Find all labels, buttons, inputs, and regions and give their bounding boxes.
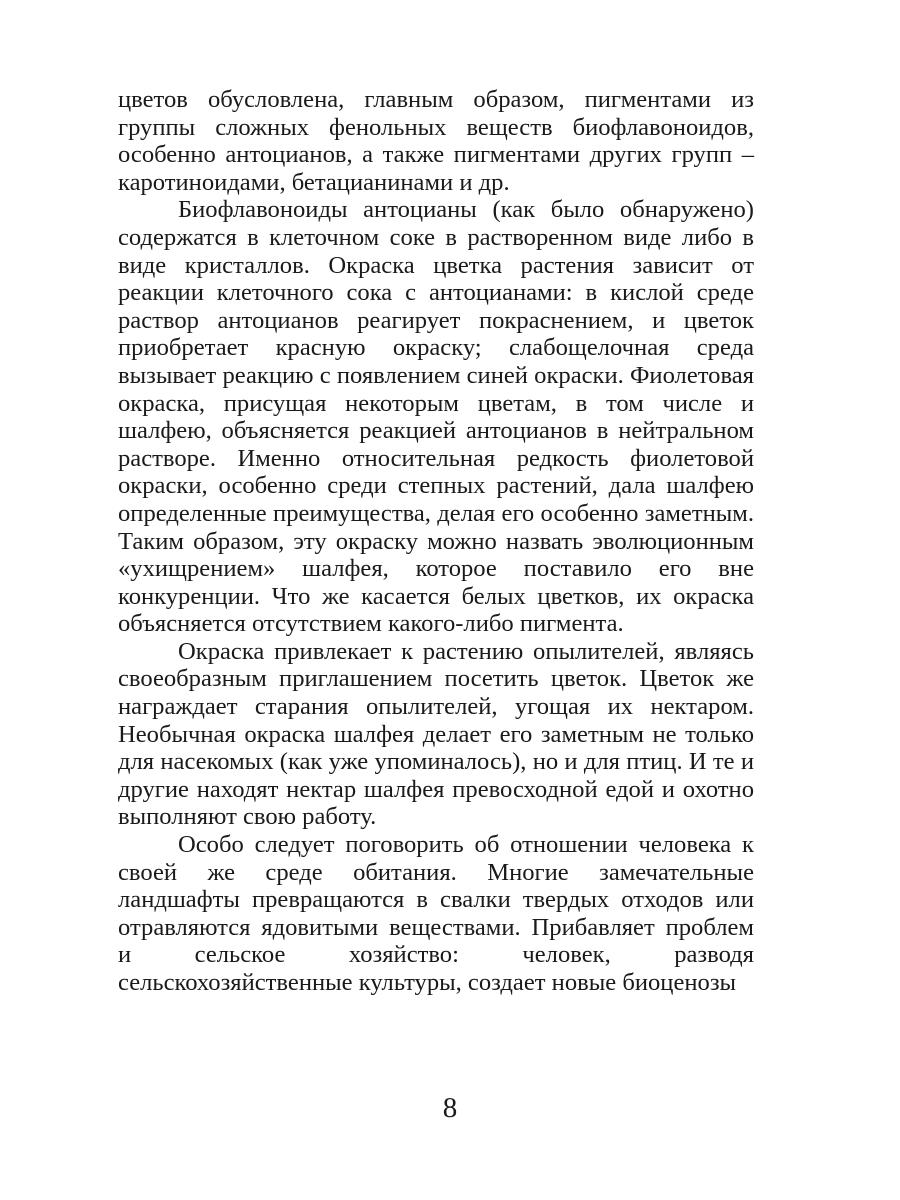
page-number: 8 bbox=[442, 1092, 458, 1124]
body-text bbox=[118, 86, 754, 997]
paragraph-pollinators: Окраска привлекает к растению опылителей, являясь своеобразным приглашением посетить цветок. Цветок же награждает старания опылителей, угощая их нектаром. Необычная окраска шалфея делает его заметным не только для насекомых (как уже упоминалось), но и для птиц. И те и другие находят нектар шалфея превосходной едой и охотно выполняют свою работу. bbox=[118, 637, 754, 831]
paragraph-continuation: цветов обусловлена, главным образом, пигментами из группы сложных фенольных веществ биофлавоноидов, особенно антоцианов, а также пигментами других групп – каротиноидами, бетацианинами и др. bbox=[118, 86, 754, 196]
paragraph-bioflavonoids: Биофлавоноиды антоцианы (как было обнаружено) содержатся в клеточном соке в растворенном виде либо в виде кристаллов. Окраска цветка растения зависит от реакции клеточного сока с антоцианами: в кислой среде раствор антоцианов реагирует покраснением, и цветок приобретает красную окраску; слабощелочная среда вызывает реакцию с появлением синей окраски. Фиолетовая окраска, присущая некоторым цветам, в том числе и шалфею, объясняется реакцией антоцианов в нейтральном растворе. Именно относительная редкость фиолетовой окраски, особенно среди степных растений, дала шалфею определенные преимущества, делая его особенно заметным. Таким образом, эту окраску можно назвать эволюционным «ухищрением» шалфея, которое поставило его вне конкуренции. Что же касается белых цветков, их окраска объясняется отсутствием какого-либо пигмента. bbox=[118, 196, 754, 638]
paragraph-human-environment: Особо следует поговорить об отношении человека к своей же среде обитания. Многие замечательные ландшафты превращаются в свалки твердых отходов или отравляются ядовитыми веществами. Прибавляет проблем и сельское хозяйство: человек, разводя сельскохозяйственные культуры, создает новые биоценозы bbox=[118, 831, 754, 996]
